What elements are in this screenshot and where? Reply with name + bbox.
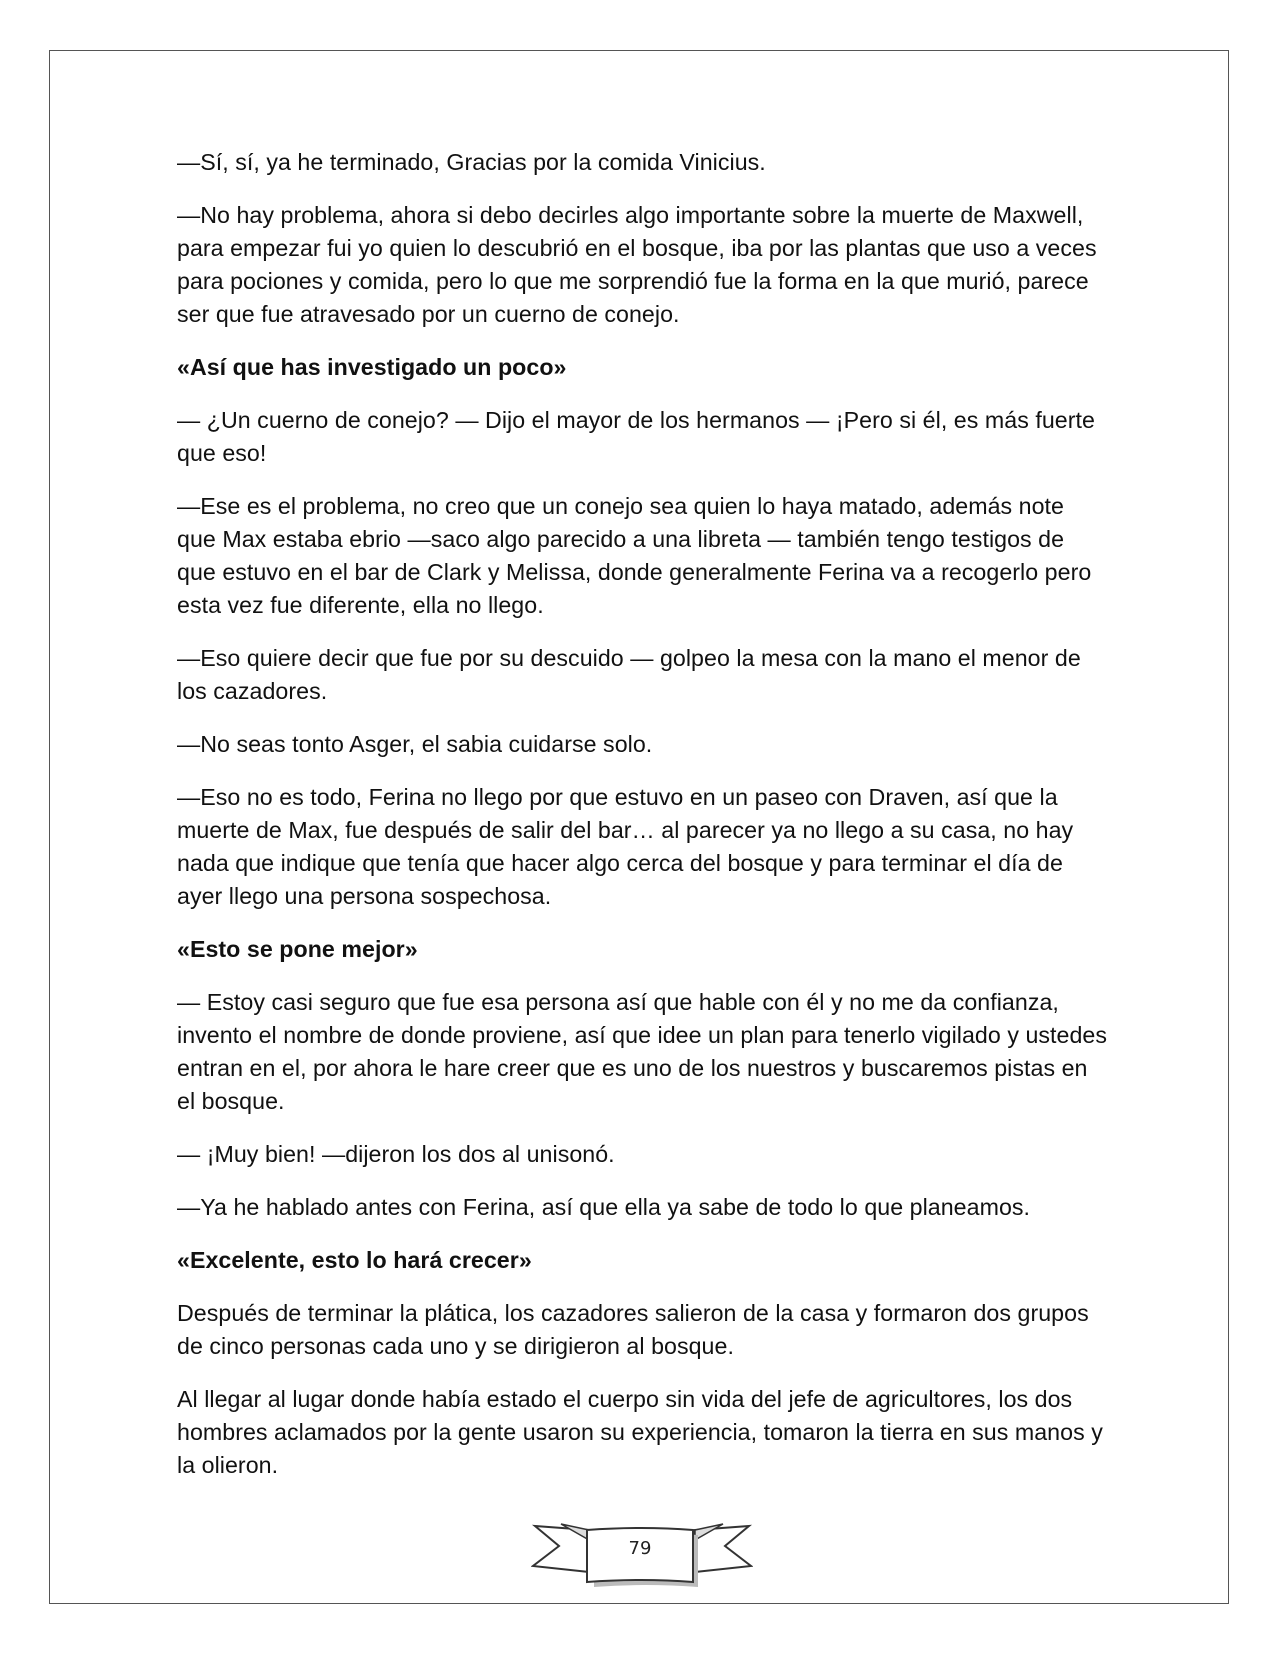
thought-paragraph: «Excelente, esto lo hará crecer» — [177, 1247, 532, 1273]
page-number: 79 — [628, 1538, 652, 1559]
paragraph: —Eso no es todo, Ferina no llego por que estuvo en un paseo con Draven, así que la muerte de Max, fue después de salir del bar… al parecer ya no llego a su casa, no hay nada que indique que tenía que hacer algo cerca del bosque y para terminar el día de ayer llego una persona sospechosa. — [177, 784, 1074, 909]
paragraph: —Eso quiere decir que fue por su descuido — golpeo la mesa con la mano el menor de los cazadores. — [177, 645, 1081, 704]
paragraph: — Estoy casi seguro que fue esa persona así que hable con él y no me da confianza, invento el nombre de donde proviene, así que idee un plan para tenerlo vigilado y ustedes entran en el, por ahora le hare creer que es uno de los nuestros y buscaremos pistas en el bosque. — [177, 989, 1108, 1114]
paragraph: —No seas tonto Asger, el sabia cuidarse solo. — [177, 731, 653, 757]
body-text — [177, 146, 1107, 1502]
paragraph: — ¿Un cuerno de conejo? — Dijo el mayor de los hermanos — ¡Pero si él, es más fuerte que eso! — [177, 407, 1095, 466]
thought-paragraph: «Esto se pone mejor» — [177, 936, 418, 962]
paragraph: — ¡Muy bien! —dijeron los dos al unisonó. — [177, 1141, 615, 1167]
paragraph: —Ese es el problema, no creo que un conejo sea quien lo haya matado, además note que Max estaba ebrio —saco algo parecido a una libreta — también tengo testigos de que estuvo en el bar de Clark y Melissa, donde generalmente Ferina va a recogerlo pero esta vez fue diferente, ella no llego. — [177, 493, 1092, 618]
paragraph: Después de terminar la plática, los cazadores salieron de la casa y formaron dos grupos de cinco personas cada uno y se dirigieron al bosque. — [177, 1300, 1089, 1359]
paragraph: —No hay problema, ahora si debo decirles algo importante sobre la muerte de Maxwell, para empezar fui yo quien lo descubrió en el bosque, iba por las plantas que uso a veces para pociones y comida, pero lo que me sorprendió fue la forma en la que murió, parece ser que fue atravesado por un cuerno de conejo. — [177, 202, 1097, 327]
paragraph: —Sí, sí, ya he terminado, Gracias por la comida Vinicius. — [177, 149, 766, 175]
thought-paragraph: «Así que has investigado un poco» — [177, 354, 567, 380]
paragraph: Al llegar al lugar donde había estado el cuerpo sin vida del jefe de agricultores, los dos hombres aclamados por la gente usaron su experiencia, tomaron la tierra en sus manos y la olieron. — [177, 1386, 1103, 1478]
page-number-ribbon — [531, 1518, 753, 1588]
paragraph: —Ya he hablado antes con Ferina, así que ella ya sabe de todo lo que planeamos. — [177, 1194, 1031, 1220]
